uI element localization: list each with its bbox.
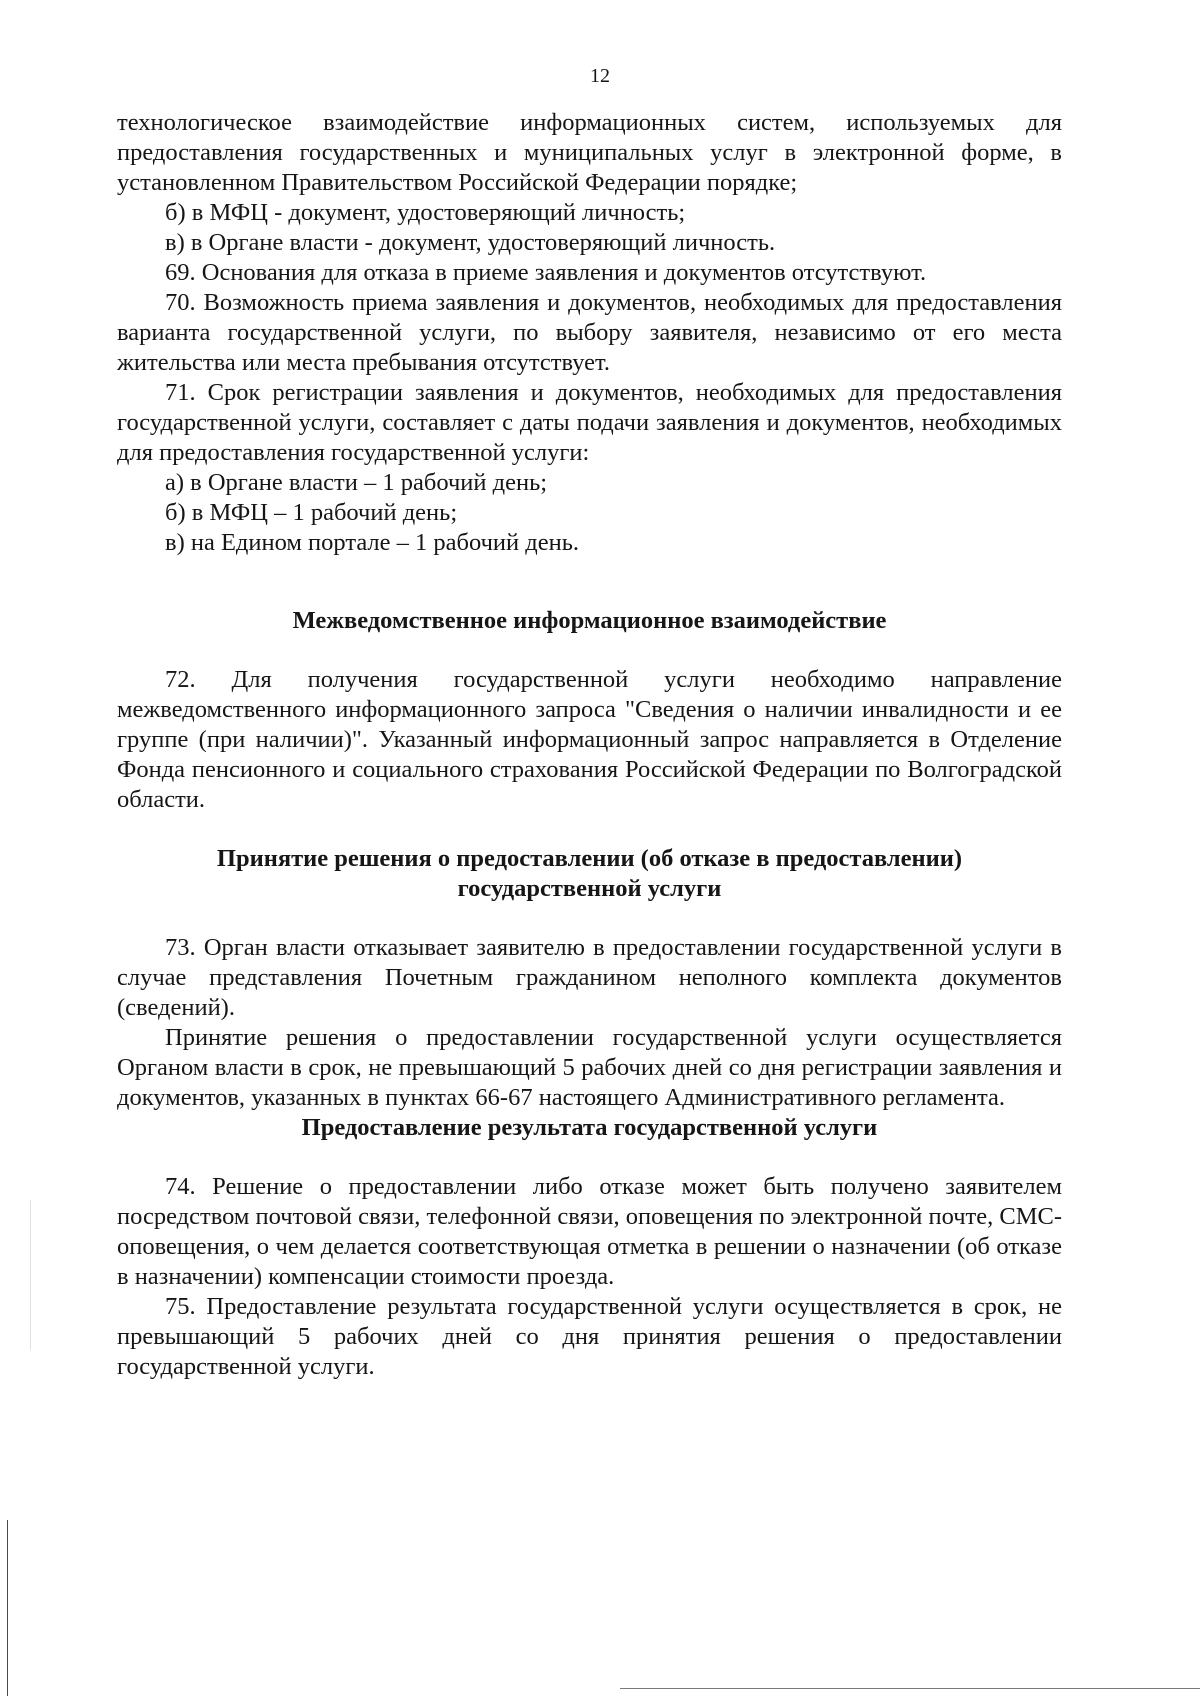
list-item-authority-document: в) в Органе власти - документ, удостоверяющий личность. (165, 229, 776, 256)
paragraph-69: 69. Основания для отказа в приеме заявления и документов отсутствуют. (165, 259, 927, 286)
paragraph-71: 71. Срок регистрации заявления и документов, необходимых для предоставления государственной услуги, составляет с даты подачи заявления и документов, необходимых для предоставления государственной услуги: (117, 379, 1062, 466)
list-item-mfc-term: б) в МФЦ – 1 рабочий день; (165, 499, 458, 526)
list-item-mfc-document: б) в МФЦ - документ, удостоверяющий личность; (165, 199, 686, 226)
paragraph-70: 70. Возможность приема заявления и документов, необходимых для предоставления варианта государственной услуги, по выбору заявителя, независимо от его места жительства или места пребывания отсутствует. (117, 289, 1062, 376)
section-heading-result: Предоставление результата государственной услуги (301, 1114, 878, 1141)
page-number: 12 (590, 65, 610, 87)
list-item-portal-term: в) на Едином портале – 1 рабочий день. (165, 529, 580, 556)
spacer (117, 558, 1062, 606)
scan-margin-mark (30, 1200, 31, 1350)
scan-edge-line (7, 1520, 8, 1696)
paragraph-73: 73. Орган власти отказывает заявителю в предоставлении государственной услуги в случае представления Почетным гражданином неполного комплекта документов (сведений). (117, 934, 1062, 1021)
spacer (117, 1143, 1062, 1172)
paragraph-decision-term: Принятие решения о предоставлении государственной услуги осуществляется Органом власти в срок, не превышающий 5 рабочих дней со дня регистрации заявления и документов, указанных в пунктах 66-67 настоящего Административного регламента. (117, 1024, 1062, 1111)
list-item-authority-term: а) в Органе власти – 1 рабочий день; (165, 469, 548, 496)
section-heading-interagency: Межведомственное информационное взаимодействие (292, 607, 887, 634)
scan-bottom-line (620, 1688, 1200, 1689)
section-heading-decision-line2: государственной услуги (457, 875, 722, 902)
spacer (117, 815, 1062, 844)
paragraph-72: 72. Для получения государственной услуги необходимо направление межведомственного информационного запроса "Сведения о наличии инвалидности и ее группе (при наличии)". Указанный информационный запрос направляется в Отделение Фонда пенсионного и социального страхования Российской Федерации по Волгоградской области. (117, 666, 1062, 813)
spacer (117, 636, 1062, 665)
paragraph-74: 74. Решение о предоставлении либо отказе может быть получено заявителем посредством почтовой связи, телефонной связи, оповещения по электронной почте, СМС-оповещения, о чем делается соответствующая отметка в решении о назначении (об отказе в назначении) компенсации стоимости проезда. (117, 1173, 1062, 1290)
paragraph-75: 75. Предоставление результата государственной услуги осуществляется в срок, не превышающий 5 рабочих дней со дня принятия решения о предоставлении государственной услуги. (117, 1293, 1062, 1380)
document-body (117, 108, 1062, 1382)
paragraph-continuation: технологическое взаимодействие информационных систем, используемых для предоставления государственных и муниципальных услуг в электронной форме, в установленном Правительством Российской Федерации порядке; (117, 109, 1062, 196)
spacer (117, 904, 1062, 933)
section-heading-decision-line1: Принятие решения о предоставлении (об отказе в предоставлении) (216, 845, 963, 872)
